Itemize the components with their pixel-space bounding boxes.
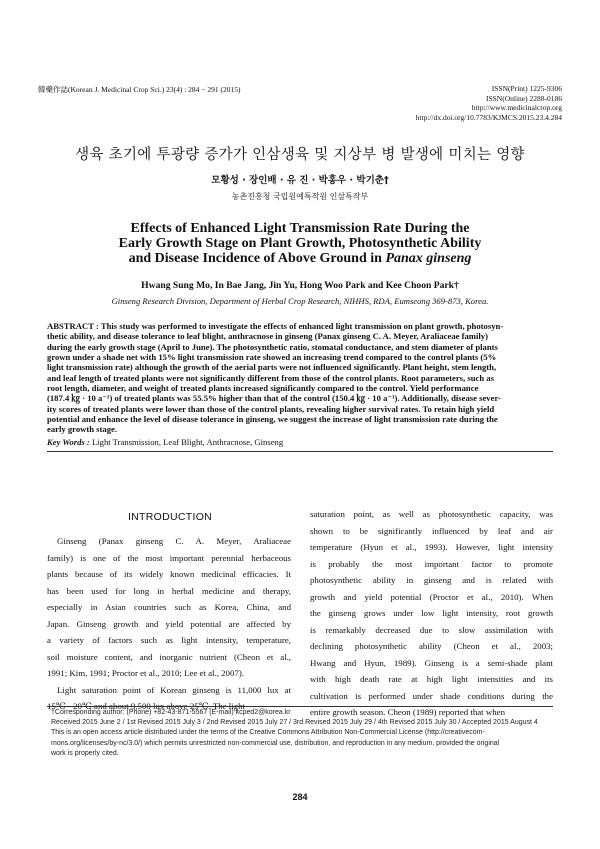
body-line: 1991; Kim, 1991; Proctor et al., 2010; Lee et al., 2007). [47,668,244,678]
section-heading: INTRODUCTION [127,511,213,523]
english-title [0,221,600,266]
body-line: especially in Asian countries such as Korea, China, and [47,602,291,612]
body-line: cultivation is performed under shade conditions during the [310,690,553,701]
issn-online: ISSN(Online) 2288-0186 [485,93,562,103]
body-line: Light saturation point of Korean ginseng is 11,000 lux at [57,684,291,695]
abstract [47,321,553,435]
abstract-line: during the early growth stage (April to June). The photosynthetic ratio, stomatal conductance, and stem diameter of plants [47,341,498,352]
title-line-3 [0,251,600,266]
korean-affiliation: 농촌진흥청 국립원예특작원 인삼특작부 [231,192,369,201]
body-line: photosynthetic ability in ginseng and is related with [310,575,553,585]
right-column [310,506,553,721]
body-line: 15℃ - 20℃ and about 9,500 lux above 25℃. The light [47,701,246,711]
footnote-line: mons.org/licenses/by-nc/3.0/) which permits unrestricted non-commercial use, distribution, and reproduction in any medium, provided the original [51,739,500,747]
body-line: soil moisture content, and inorganic nutrient (Cheon et al., [47,651,291,662]
journal-citation: 韓藥作誌(Korean J. Medicinal Crop Sci.) 23(4) : 284 − 291 (2015) [38,85,241,94]
korean-title: 생육 초기에 투광량 증가가 인삼생육 및 지상부 병 발생에 미치는 영향 [75,147,525,163]
body-line: the ginseng grows under low light intensity, root growth [310,608,553,618]
journal-url[interactable]: http://www.medicinalcrop.org [471,103,562,113]
body-line: Japan. Ginseng growth and yield potential are affected by [47,618,291,629]
body-line: is probably the most important factor to promote [310,558,553,569]
title-line-3-text: and Disease Incidence of Above Ground in [128,251,386,266]
title-line-1: Effects of Enhanced Light Transmission Rate During the [130,221,470,236]
abstract-line: root length, diameter, and weight of treated plants increased significantly compared to the control. Yield performance [47,383,479,394]
issn-block [416,84,562,122]
korean-authors: 모황성 · 장인배 · 유 진 · 박홍우 · 박기춘† [211,175,389,186]
body-line: Ginseng (Panax ginseng C. A. Meyer, Araliaceae [57,536,291,546]
page-number: 284 [292,792,308,802]
footnote-line: Received 2015 June 2 / 1st Revised 2015 July 3 / 2nd Revised 2015 July 27 / 3rd Revised 2015 July 29 / 4th Revised 2015 July 30 / Accepted 2015 August 4 [51,719,538,727]
abstract-line: potential and enhance the level of disease tolerance in ginseng, we suggest the increase of light transmission rate during the [47,414,498,425]
body-line: entire growth season. Cheon (1989) reported that when [310,707,505,717]
abstract-line: ABSTRACT : This study was performed to investigate the effects of enhanced light transmission on plant growth, photosyn- [47,321,504,331]
body-line: growth and yield potential (Proctor et al., 2010). When [310,591,553,602]
keywords [47,437,283,447]
doi-link[interactable]: http://dx.doi.org/10.7783/KJMCS.2015.23.4.284 [415,112,562,122]
footnote-rule [47,706,553,707]
english-authors: Hwang Sung Mo, In Bae Jang, Jin Yu, Hong Woo Park and Kee Choon Park† [141,280,459,291]
body-line: declining photosynthetic ability (Cheon et al., 2003; [310,641,553,651]
abstract-line: ity scores of treated plants were lower than those of the control plants, revealing higher survival rates. To retain high yield [47,403,495,414]
divider [47,451,553,452]
body-line: shown to be significantly influenced by leaf and air [310,525,553,536]
issn-print: ISSN(Print) 1225-9306 [491,84,562,93]
abstract-line: early growth stage. [47,424,118,435]
english-affiliation: Ginseng Research Division, Department of Herbal Crop Research, NIHHS, RDA, Eumseong 369-873, Korea. [111,296,489,306]
body-line: saturation point, as well as photosynthetic capacity, was [310,509,553,519]
body-line: is remarkably decreased due to slow assimilation with [310,624,553,635]
title-species: Panax ginseng [385,251,472,266]
abstract-line: and leaf length of treated plants were not significantly different from those of the control plants. Root parameters, such as [47,372,494,383]
body-line: plants because of its widely known medicinal efficacies. It [47,569,291,579]
abstract-line: light transmission rate) although the growth of the aerial parts were not influenced significantly. Plant height, stem length, [47,362,497,373]
keywords-list: Light Transmission, Leaf Blight, Anthracnose, Ginseng [89,437,284,447]
body-line: family) is one of the most important perennial herbaceous [47,552,291,563]
footnote-line: work is properly cited. [51,749,119,757]
abstract-line: grown under a shade net with 15% light transmission rate showed an increasing trend compared to the control plants (5% [47,352,497,363]
body-line: with high death rate at high light intensities and its [310,674,553,684]
footnote-line: †Corresponding author: (Phone) +82-43-871-5567 (E-mail) kcped2@korea.kr [51,709,291,716]
body-line: temperature (Hyun et al., 1993). However, light intensity [310,542,553,552]
body-line: a variety of factors such as light intensity, temperature, [47,635,291,645]
abstract-line: (187.4 ㎏ · 10 a⁻¹) of treated plants was 55.5% higher than that of the control (150.4 ㎏ · 10 a⁻¹). Additionally, disease sever- [47,393,501,404]
title-line-2: Early Growth Stage on Plant Growth, Photosynthetic Ability [118,236,482,251]
abstract-line: thetic ability, and disease tolerance to leaf blight, anthracnose in ginseng (Panax ginseng C. A. Meyer, Araliaceae family) [47,331,488,342]
footnotes [51,708,553,759]
footnote-line: This is an open access article distributed under the terms of the Creative Commons Attribution Non-Commercial License (http://creativecom- [51,729,485,737]
left-column [47,533,291,715]
body-line: has been used for long in herbal medicine and therapy, [47,585,291,596]
body-line: Hwang and Hyun, 1989). Ginseng is a semi-shade plant [310,657,553,668]
keywords-label: Key Words : [47,437,90,447]
